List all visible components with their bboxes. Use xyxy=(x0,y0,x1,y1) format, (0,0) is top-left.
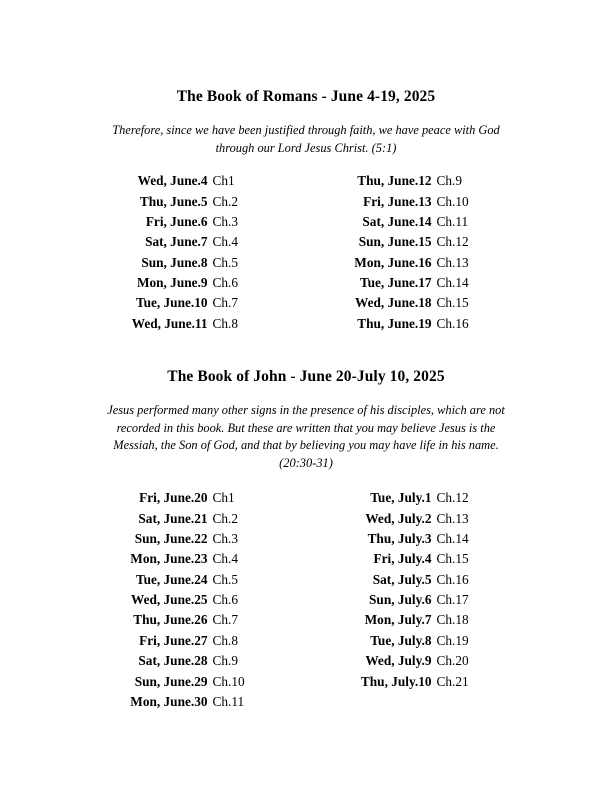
schedule-chapter: Ch.14 xyxy=(436,531,469,547)
schedule-row xyxy=(82,488,306,508)
schedule-row xyxy=(82,253,306,273)
schedule-date: Wed, June.11 xyxy=(131,315,208,331)
schedule-date: Sun, June.8 xyxy=(141,254,208,270)
schedule-row xyxy=(82,212,306,232)
reading-schedule xyxy=(72,488,540,712)
schedule-date: Thu, July.10 xyxy=(360,673,432,689)
schedule-date: Thu, June.26 xyxy=(133,612,208,628)
schedule-chapter: Ch.6 xyxy=(212,274,238,290)
schedule-date: Mon, June.30 xyxy=(130,693,208,709)
schedule-row xyxy=(306,212,530,232)
schedule-chapter: Ch.2 xyxy=(212,510,238,526)
schedule-date: Mon, June.23 xyxy=(130,551,208,567)
schedule-date: Fri, June.20 xyxy=(139,490,208,506)
schedule-chapter: Ch.13 xyxy=(436,254,469,270)
schedule-chapter: Ch.7 xyxy=(212,295,238,311)
schedule-row xyxy=(82,509,306,529)
schedule-row xyxy=(306,273,530,293)
schedule-date: Sat, June.28 xyxy=(138,653,208,669)
schedule-chapter: Ch.16 xyxy=(436,315,469,331)
section-john xyxy=(72,368,540,712)
schedule-chapter: Ch1 xyxy=(212,490,235,506)
schedule-chapter: Ch.19 xyxy=(436,632,469,648)
schedule-chapter: Ch1 xyxy=(212,173,235,189)
section-verse: Therefore, since we have been justified through faith, we have peace with God through our Lord Jesus Christ. (5:1) xyxy=(112,123,500,155)
schedule-chapter: Ch.4 xyxy=(212,234,238,250)
schedule-chapter: Ch.6 xyxy=(212,592,238,608)
schedule-date: Sat, July.5 xyxy=(372,571,432,587)
schedule-date: Fri, June.13 xyxy=(363,193,432,209)
schedule-date: Sat, June.14 xyxy=(362,213,432,229)
schedule-date: Thu, June.5 xyxy=(139,193,208,209)
schedule-date: Sun, June.29 xyxy=(134,673,208,689)
section-title: The Book of John - June 20-July 10, 2025 xyxy=(167,367,445,385)
schedule-chapter: Ch.13 xyxy=(436,510,469,526)
schedule-date: Fri, June.6 xyxy=(145,213,208,229)
schedule-row xyxy=(306,590,530,610)
schedule-row xyxy=(306,529,530,549)
schedule-chapter: Ch.5 xyxy=(212,571,238,587)
schedule-date: Wed, July.9 xyxy=(365,653,432,669)
schedule-date: Tue, June.10 xyxy=(135,295,208,311)
schedule-chapter: Ch.16 xyxy=(436,571,469,587)
schedule-date: Tue, June.17 xyxy=(359,274,432,290)
schedule-row xyxy=(306,314,530,334)
schedule-row xyxy=(306,171,530,191)
schedule-date: Wed, June.18 xyxy=(355,295,432,311)
schedule-chapter: Ch.21 xyxy=(436,673,469,689)
schedule-chapter: Ch.4 xyxy=(212,551,238,567)
schedule-chapter: Ch.9 xyxy=(436,173,462,189)
schedule-date: Wed, June.25 xyxy=(131,592,208,608)
schedule-row xyxy=(306,570,530,590)
schedule-date: Tue, June.24 xyxy=(135,571,208,587)
schedule-chapter: Ch.8 xyxy=(212,632,238,648)
schedule-row xyxy=(306,192,530,212)
schedule-row xyxy=(82,171,306,191)
schedule-date: Fri, July.4 xyxy=(373,551,432,567)
section-romans xyxy=(72,88,540,334)
schedule-row xyxy=(82,610,306,630)
schedule-date: Sat, June.7 xyxy=(145,234,208,250)
schedule-chapter: Ch.10 xyxy=(212,673,245,689)
schedule-date: Tue, July.1 xyxy=(370,490,432,506)
schedule-chapter: Ch.9 xyxy=(212,653,238,669)
schedule-chapter: Ch.3 xyxy=(212,531,238,547)
schedule-chapter: Ch.14 xyxy=(436,274,469,290)
schedule-row xyxy=(306,610,530,630)
schedule-row xyxy=(306,509,530,529)
schedule-chapter: Ch.17 xyxy=(436,592,469,608)
schedule-date: Sun, June.22 xyxy=(134,531,208,547)
schedule-row xyxy=(82,293,306,313)
schedule-row xyxy=(82,672,306,692)
schedule-date: Mon, June.9 xyxy=(136,274,208,290)
schedule-row xyxy=(82,314,306,334)
schedule-chapter: Ch.7 xyxy=(212,612,238,628)
schedule-row xyxy=(82,273,306,293)
schedule-row xyxy=(306,631,530,651)
schedule-row xyxy=(306,651,530,671)
schedule-row xyxy=(306,672,530,692)
schedule-row xyxy=(306,232,530,252)
schedule-row xyxy=(306,253,530,273)
schedule-chapter: Ch.5 xyxy=(212,254,238,270)
schedule-chapter: Ch.20 xyxy=(436,653,469,669)
schedule-row xyxy=(82,631,306,651)
schedule-row xyxy=(82,651,306,671)
schedule-chapter: Ch.10 xyxy=(436,193,469,209)
schedule-column xyxy=(306,488,530,712)
schedule-date: Sun, June.15 xyxy=(358,234,432,250)
schedule-chapter: Ch.12 xyxy=(436,234,469,250)
schedule-chapter: Ch.11 xyxy=(436,213,469,229)
schedule-chapter: Ch.2 xyxy=(212,193,238,209)
schedule-date: Wed, July.2 xyxy=(365,510,432,526)
schedule-chapter: Ch.12 xyxy=(436,490,469,506)
schedule-chapter: Ch.15 xyxy=(436,295,469,311)
schedule-row xyxy=(82,570,306,590)
schedule-row xyxy=(82,549,306,569)
schedule-date: Fri, June.27 xyxy=(139,632,208,648)
schedule-chapter: Ch.15 xyxy=(436,551,469,567)
schedule-row xyxy=(82,192,306,212)
schedule-date: Sat, June.21 xyxy=(138,510,208,526)
section-title: The Book of Romans - June 4-19, 2025 xyxy=(176,88,436,105)
schedule-date: Thu, June.19 xyxy=(357,315,432,331)
reading-schedule xyxy=(72,171,540,334)
schedule-chapter: Ch.3 xyxy=(212,213,238,229)
schedule-row xyxy=(306,549,530,569)
schedule-row xyxy=(82,590,306,610)
schedule-row xyxy=(306,293,530,313)
schedule-row xyxy=(82,529,306,549)
schedule-date: Mon, July.7 xyxy=(364,612,432,628)
schedule-column xyxy=(82,171,306,334)
schedule-date: Wed, June.4 xyxy=(137,173,208,189)
schedule-row xyxy=(82,692,306,712)
schedule-column xyxy=(82,488,306,712)
schedule-date: Sun, July.6 xyxy=(369,592,432,608)
schedule-date: Mon, June.16 xyxy=(354,254,432,270)
schedule-chapter: Ch.8 xyxy=(212,315,238,331)
schedule-chapter: Ch.11 xyxy=(212,693,245,709)
schedule-row xyxy=(306,488,530,508)
schedule-row xyxy=(82,232,306,252)
schedule-date: Thu, June.12 xyxy=(357,173,432,189)
section-verse: Jesus performed many other signs in the presence of his disciples, which are not recorded in this book. But these are written that you may believe Jesus is the Messiah, the Son of God, and that by believing you may have life in his name. (20:30-31) xyxy=(107,402,505,470)
schedule-chapter: Ch.18 xyxy=(436,612,469,628)
schedule-date: Tue, July.8 xyxy=(370,632,432,648)
schedule-date: Thu, July.3 xyxy=(367,531,432,547)
schedule-column xyxy=(306,171,530,334)
